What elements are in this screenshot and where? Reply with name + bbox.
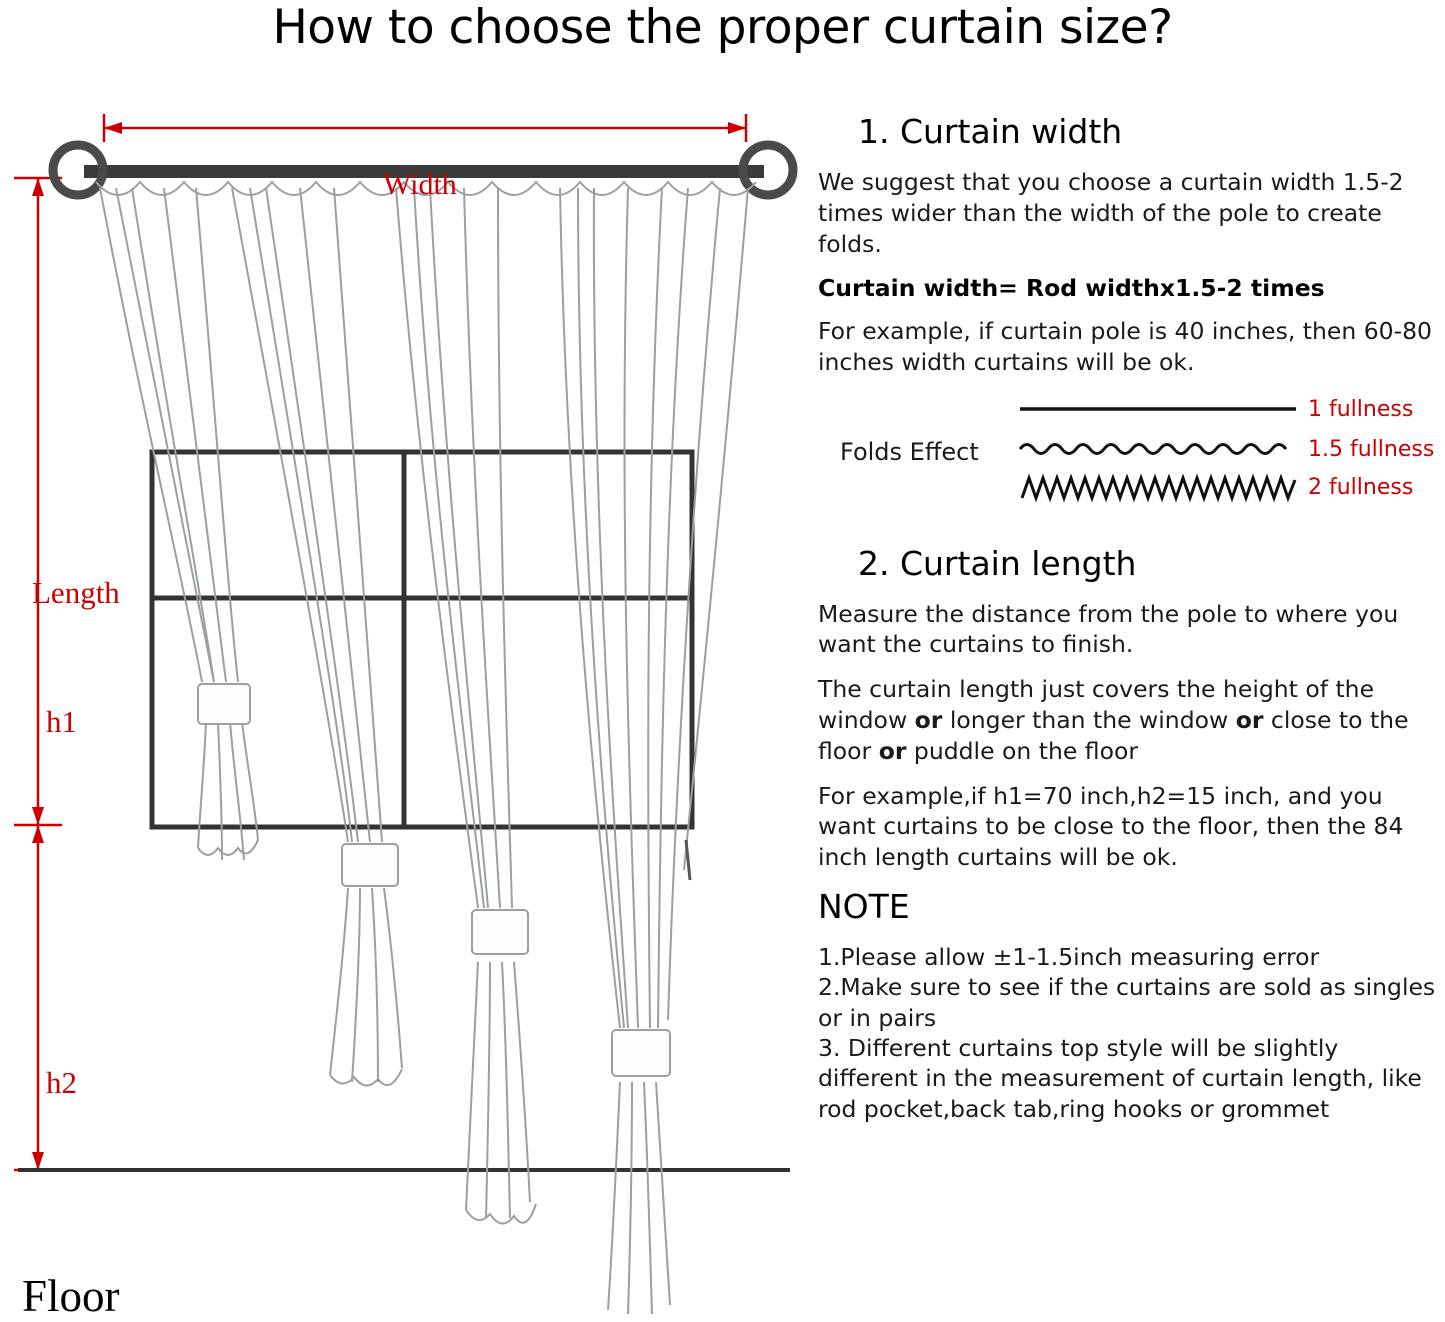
width-dimension	[104, 114, 746, 142]
section-heading-note: NOTE	[818, 886, 910, 926]
curtain-diagram-svg	[0, 70, 800, 1314]
section-heading-width: 1. Curtain width	[858, 112, 1123, 151]
folds-caption-3: 2 fullness	[1308, 474, 1414, 500]
label-h2: h2	[46, 1065, 77, 1100]
curtain-diagram	[0, 70, 800, 1321]
length-p2-part2: longer than the window	[942, 706, 1236, 735]
length-paragraph-2	[818, 674, 1438, 766]
note-section	[818, 887, 1438, 1124]
note-line-3: 3. Different curtains top style will be slightly different in the measurement of curtain length, like rod pocket,back tab,ring hooks or grommet	[818, 1033, 1422, 1123]
width-formula: Curtain width= Rod widthx1.5-2 times	[818, 274, 1325, 303]
page-title: How to choose the proper curtain size?	[272, 0, 1173, 55]
curtain-panels	[96, 182, 756, 1314]
note-line-1: 1.Please allow ±1-1.5inch measuring error	[818, 942, 1320, 971]
note-line-2: 2.Make sure to see if the curtains are sold as singles or in pairs	[818, 973, 1436, 1032]
folds-caption-1: 1 fullness	[1308, 396, 1414, 422]
width-paragraph-1: We suggest that you choose a curtain width 1.5-2 times wider than the width of the pole to create folds.	[818, 168, 1404, 258]
length-p2-or2: or	[1235, 706, 1264, 735]
section-heading-length: 2. Curtain length	[858, 543, 1137, 583]
length-paragraph-1: Measure the distance from the pole to where you want the curtains to finish.	[818, 599, 1399, 659]
length-p2-or1: or	[914, 706, 943, 735]
small-wave-icon	[1018, 436, 1298, 462]
folds-effect-label: Folds Effect	[840, 437, 979, 466]
length-dimension	[14, 178, 62, 1170]
length-p2-or3: or	[878, 736, 907, 765]
width-paragraph-2: For example, if curtain pole is 40 inches, then 60-80 inches width curtains will be ok.	[818, 317, 1432, 376]
label-length: Length	[32, 575, 120, 610]
straight-line-icon	[1018, 396, 1298, 422]
zigzag-icon	[1018, 474, 1306, 504]
label-h1: h1	[46, 704, 77, 739]
curtain-edge-mark	[686, 840, 690, 880]
length-p2-part3: close to the floor	[818, 706, 1409, 765]
label-width: Width	[383, 168, 457, 201]
folds-caption-2: 1.5 fullness	[1308, 436, 1435, 462]
length-p2-part1: The curtain length just covers the height of the window	[818, 675, 1375, 735]
instructions-column	[818, 112, 1438, 1124]
length-p2-part4: puddle on the floor	[906, 736, 1139, 765]
folds-effect-group	[818, 396, 1438, 514]
label-floor: Floor	[22, 1271, 120, 1321]
length-paragraph-3: For example,if h1=70 inch,h2=15 inch, and you want curtains to be close to the floor, then the 84 inch length curtains will be ok.	[818, 781, 1404, 872]
